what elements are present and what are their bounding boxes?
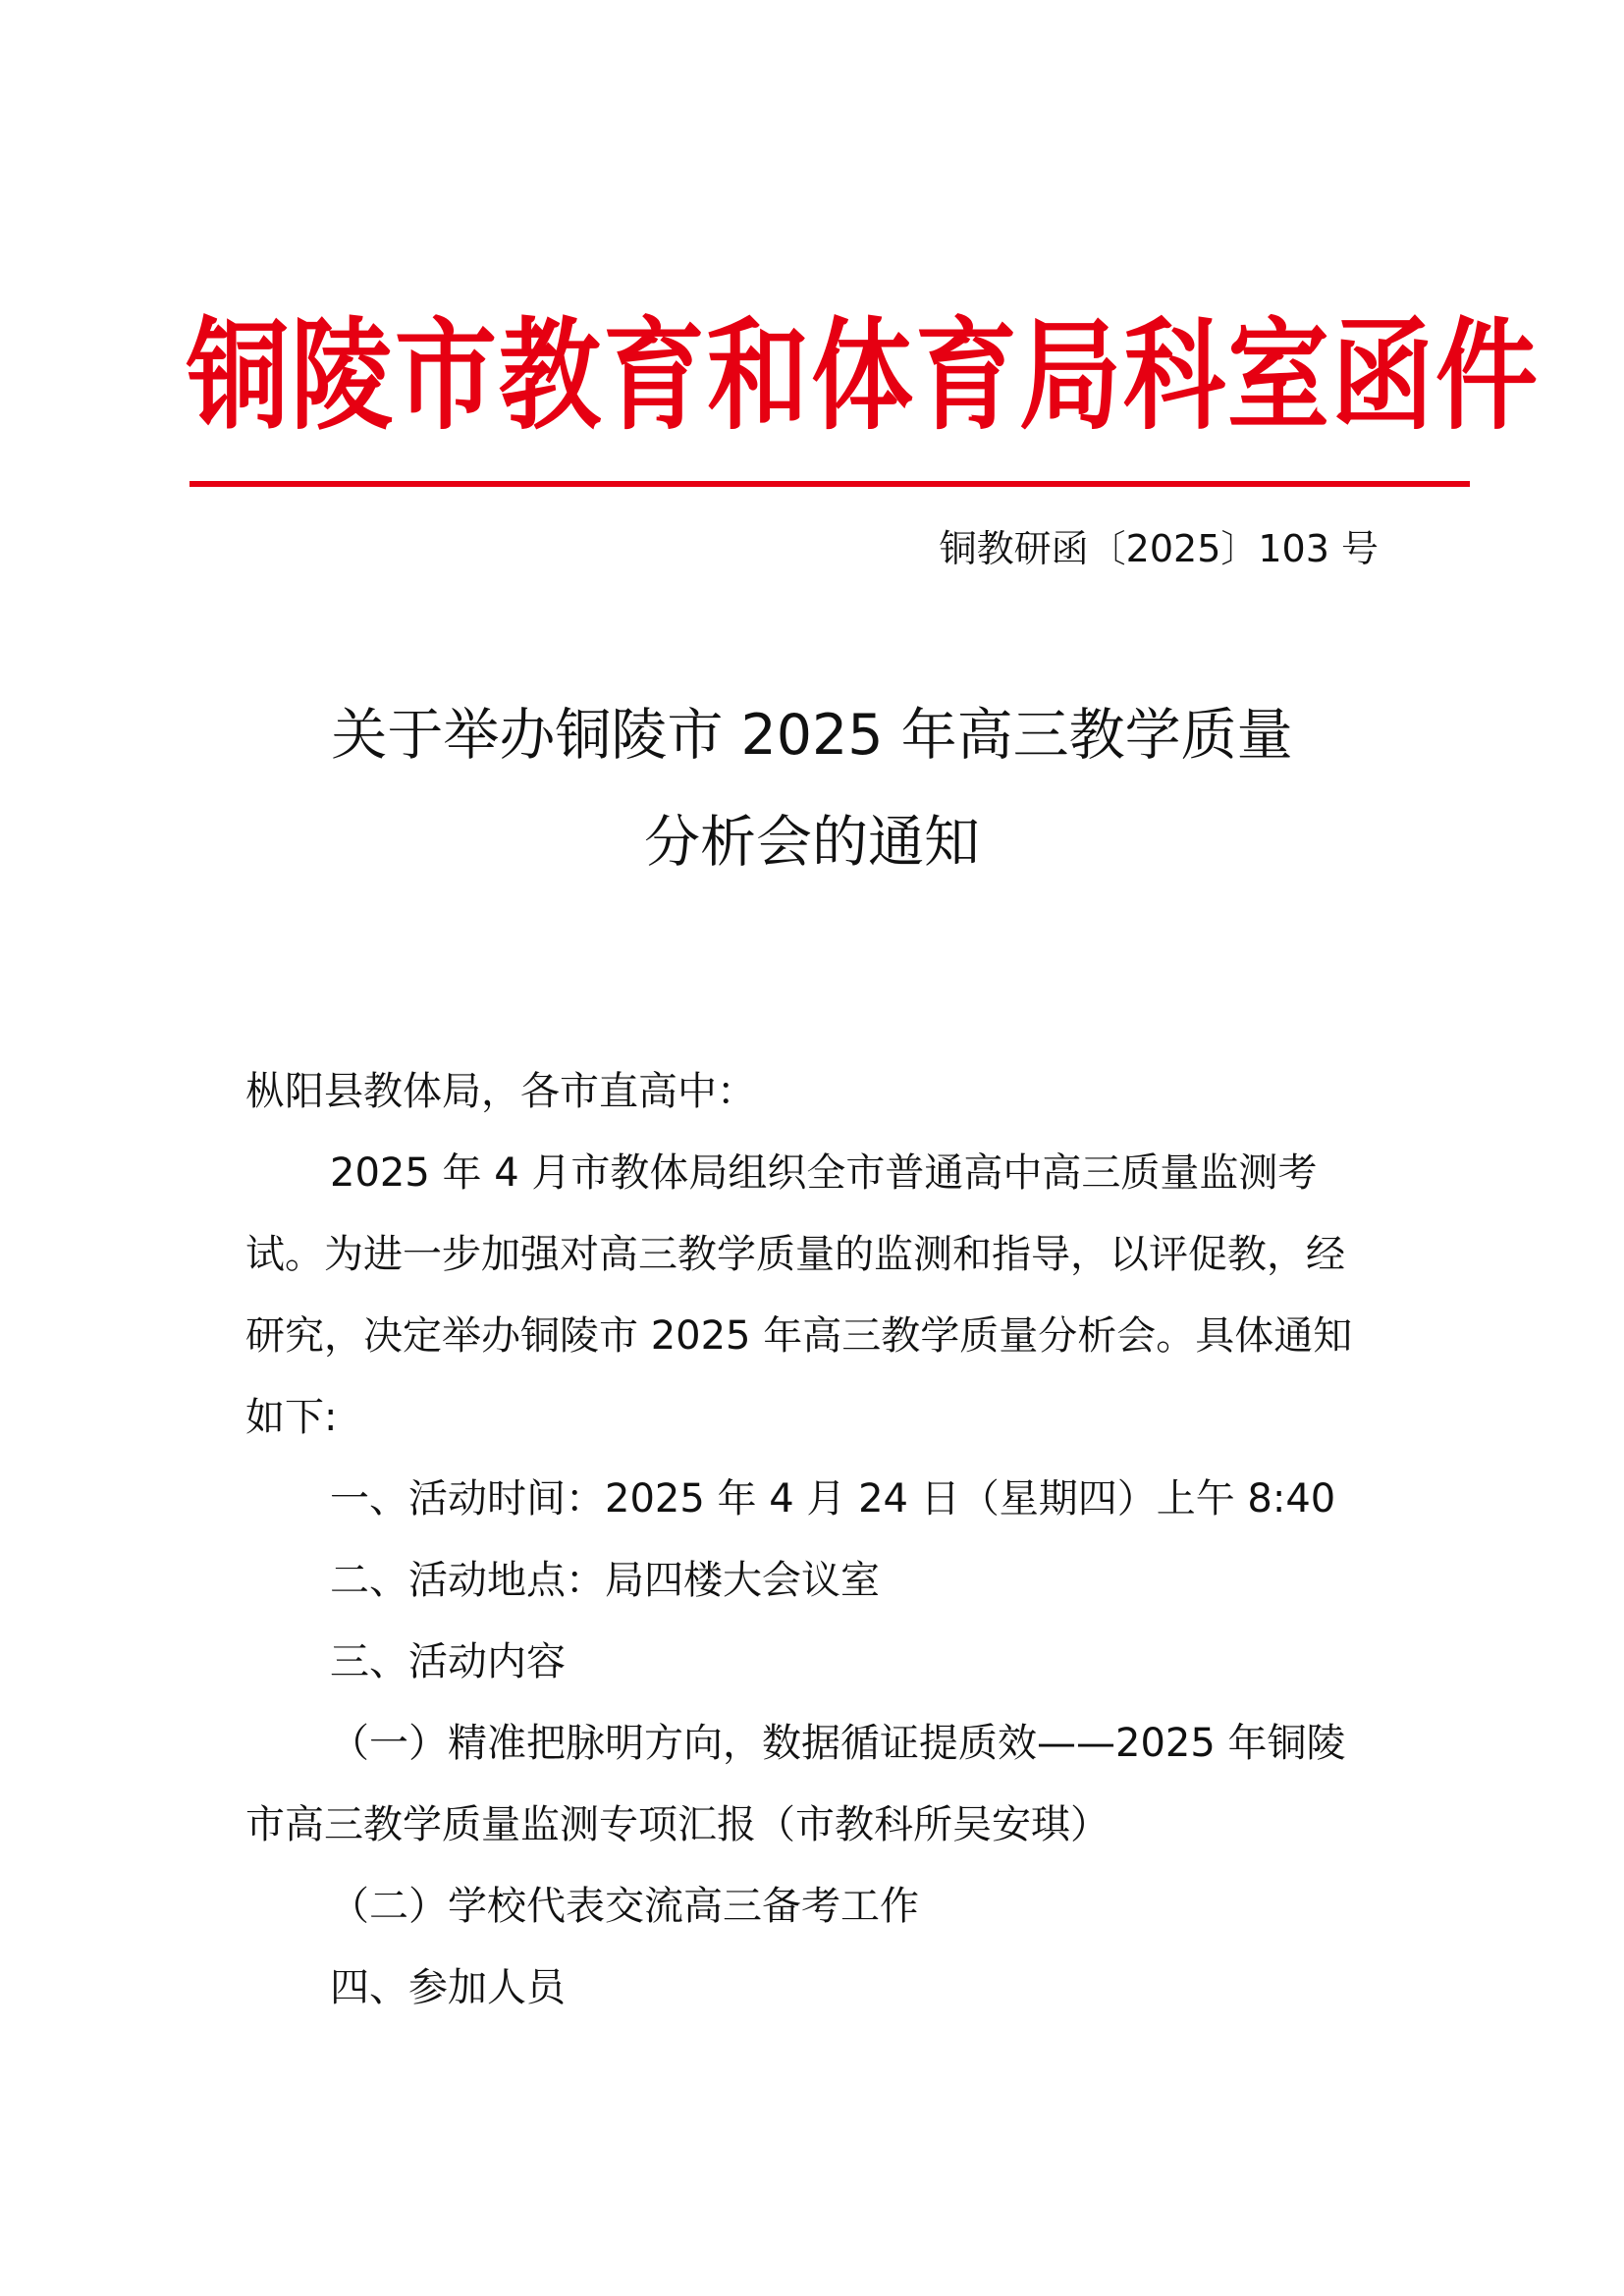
document-number: 铜教研函〔2025〕103 号 [939,527,1379,570]
item-activity-location: 二、活动地点：局四楼大会议室 [330,1558,880,1603]
letterhead-red-rule [189,481,1470,487]
item-activity-time: 一、活动时间：2025 年 4 月 24 日（星期四）上午 8:40 [330,1476,1336,1522]
item-content-report: （一）精准把脉明方向，数据循证提质效——2025 年铜陵市高三教学质量监测专项汇报（市教科所吴安琪） [245,1721,1346,1847]
item-participants: 四、参加人员 [330,1965,566,2010]
letterhead-title: 铜陵市教育和体育局科室函件 [187,305,1541,447]
notice-title-line-1: 关于举办铜陵市 2025 年高三教学质量 [331,703,1293,768]
intro-paragraph: 2025 年 4 月市教体局组织全市普通高中高三质量监测考试。为进一步加强对高三教学质量的监测和指导，以评促教，经研究，决定举办铜陵市 2025 年高三教学质量分析会。具体通知如下: [245,1150,1353,1440]
item-content-exchange: （二）学校代表交流高三备考工作 [330,1884,919,1929]
notice-title [245,682,1379,896]
salutation: 枞阳县教体局，各市直高中： [245,1069,756,1114]
notice-body [245,1051,1379,2029]
item-activity-content: 三、活动内容 [330,1639,566,1684]
notice-title-line-2: 分析会的通知 [644,810,980,875]
